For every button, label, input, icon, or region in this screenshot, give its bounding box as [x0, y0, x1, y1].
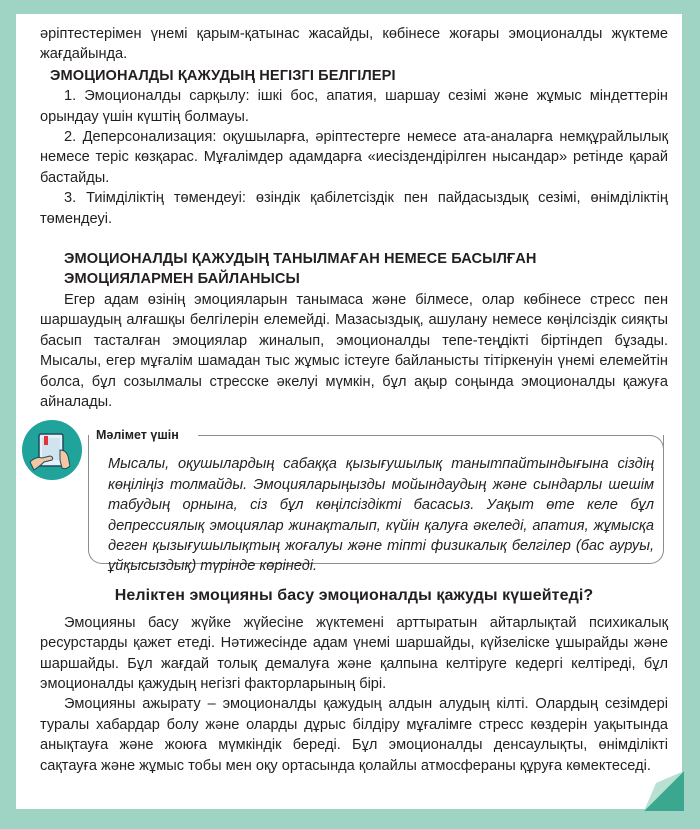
list-item: 1. Эмоционалды сарқылу: ішкі бос, апатия, шаршау сезімі және жұмыс міндеттерін орындау үшін күштің болмауы. [40, 88, 668, 125]
tablet-hand-icon [22, 420, 82, 480]
section-paragraph: Эмоцияны ажырату – эмоционалды қажудың алдын алудың кілті. Олардың сезімдері туралы хабардар болу және оларды дұрыс білдіру мұғалімге стресс көздерін уақытында анықтауға және жоюға мүмкіндік береді. Бұл эмоционалды денсаулықты, өнімділікті сақтауға және жұмыс тобы мен оқу ортасында қолайлы атмосфераны құруға көмектеседі. [40, 696, 668, 774]
info-box [48, 426, 664, 575]
section-heading-signs: ЭМОЦИОНАЛДЫ ҚАЖУДЫҢ НЕГІЗГІ БЕЛГІЛЕРІ [50, 67, 396, 84]
list-item: 3. Тиімділіктің төмендеуі: өзіндік қабілетсіздік пен пайдасыздық сезімі, өнімділіктің төмендеуі. [40, 190, 668, 227]
page-corner-fold [644, 771, 684, 811]
section-heading-emotions: ЭМОЦИОНАЛДЫ ҚАЖУДЫҢ ТАНЫЛМАҒАН НЕМЕСЕ БАСЫЛҒАН ЭМОЦИЯЛАРМЕН БАЙЛАНЫСЫ [64, 251, 537, 288]
section-heading-question: Неліктен эмоцияны басу эмоционалды қажуды күшейтеді? [114, 587, 594, 605]
info-box-text: Мысалы, оқушылардың сабаққа қызығушылық танытпайтындығына сіздің көңіліңіз толмайды. Эмоцияларыңызды мойындаудың және сындарлы шешім табудың орнына, сіз бұл көңілсіздікті басасыз. Уақыт өте келе бұл депрессиялық эмоциялар жинақталып, күйін қалуға әкеледі, апатия, жұмысқа деген қызығушылықтың жоғалуы және тіпті физикалық белгілер (бас ауруы, ұйқысыздық) түрінде көрінеді. [108, 456, 654, 575]
stitch-border-left [21, 36, 23, 787]
page-sheet [16, 14, 682, 809]
intro-line: әріптестерімен үнемі қарым-қатынас жасайды, көбінесе жоғары эмоционалды жүктеме жағдайында. [40, 26, 668, 63]
stitch-border-top [38, 19, 656, 21]
stitch-border-right [675, 36, 677, 787]
info-box-label: Мәлімет үшін [96, 428, 179, 443]
section-paragraph: Эмоцияны басу жүйке жүйесіне жүктемені арттыратын айтарлықтай психикалық ресурстарды қажет етеді. Нәтижесінде адам үнемі шаршайды, күйзеліске ұшырайды және шаршайды. Бұл жағдай толық демалуға және қалпына келтіруге кедергі келтіреді, бұл эмоционалды қажудың негізгі факторларының бірі. [40, 614, 668, 692]
info-box-frame-top [198, 435, 664, 450]
section-paragraph: Егер адам өзінің эмоцияларын танымаса және білмесе, олар көбінесе стресс пен шаршаудың алғашқы белгілерін елемейді. Мазасыздық, ашулану немесе көңілсіздік сияқты басып тасталған эмоциялар жиналып, эмоционалды тепе-теңдікті біртіндеп бұзады. Мысалы, егер мұғалім шамадан тыс жұмыс істеуге байланысты тітіркенуін үнемі елемейтін болса, бұл созылмалы стресске әкелуі мүмкін, бұл ақыр соңында эмоционалды қажуға айналады. [40, 291, 668, 410]
stitch-border-bottom [38, 802, 656, 804]
list-item: 2. Деперсонализация: оқушыларға, әріптестерге немесе ата-аналарға немқұрайлылық немесе теріс көзқарас. Мұғалімдер адамдарға «иесіздендірілген нысандар» ретінде қарай бастайды. [40, 129, 668, 186]
